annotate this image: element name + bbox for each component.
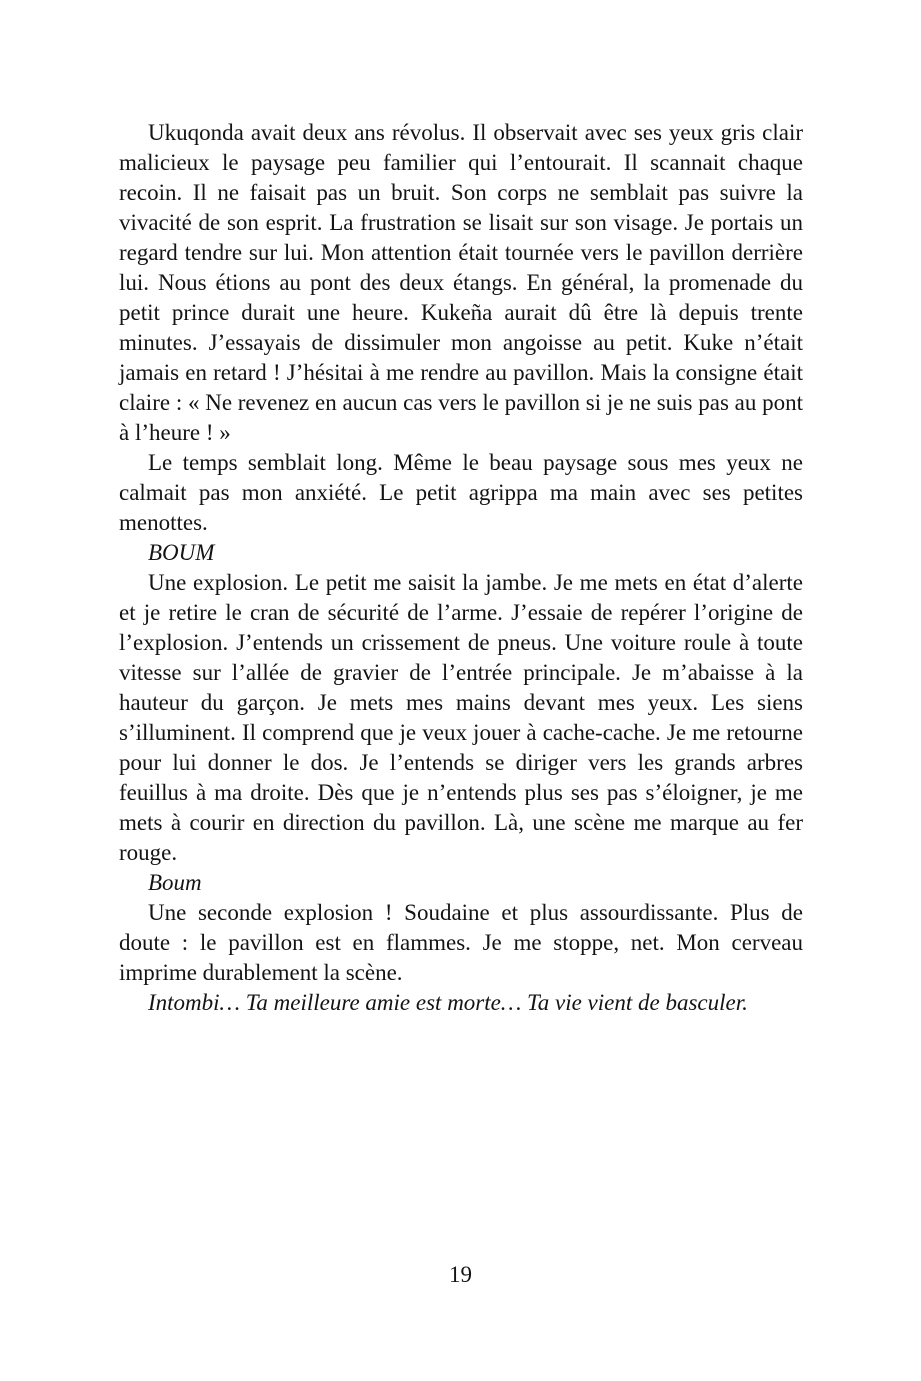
page-number: 19 [449,1262,472,1287]
paragraph: Ukuqonda avait deux ans révolus. Il observait avec ses yeux gris clair malicieux le paysage peu familier qui l’entourait. Il scannait chaque recoin. Il ne faisait pas un bruit. Son corps ne semblait pas suivre la vivacité de son esprit. La frustration se lisait sur son visage. Je portais un regard tendre sur lui. Mon attention était tournée vers le pavillon derrière lui. Nous étions au pont des deux étangs. En général, la promenade du petit prince durait une heure. Kukeña aurait dû être là depuis trente minutes. J’essayais de dissimuler mon angoisse au petit. Kuke n’était jamais en retard ! J’hésitai à me rendre au pavillon. Mais la consigne était claire : « Ne revenez en aucun cas vers le pavillon si je ne suis pas au pont à l’heure ! » [119,120,804,445]
body-text [119,118,803,1018]
paragraph-italic: Intombi… Ta meilleure amie est morte… Ta vie vient de basculer. [148,990,748,1015]
paragraph: Une explosion. Le petit me saisit la jambe. Je me mets en état d’alerte et je retire le cran de sécurité de l’arme. J’essaie de repérer l’origine de l’explosion. J’entends un crissement de pneus. Une voiture roule à toute vitesse sur l’allée de gravier de l’entrée principale. Je m’abaisse à la hauteur du garçon. Je mets mes mains devant mes yeux. Les siens s’illuminent. Il comprend que je veux jouer à cache-cache. Je me retourne pour lui donner le dos. Je l’entends se diriger vers les grands arbres feuillus à ma droite. Dès que je n’entends plus ses pas s’éloigner, je me mets à courir en direction du pavillon. Là, une scène me marque au fer rouge. [119,570,803,865]
paragraph: Une seconde explosion ! Soudaine et plus assourdissante. Plus de doute : le pavillon est en flammes. Je me stoppe, net. Mon cerveau imprime durablement la scène. [119,900,803,985]
paragraph-italic: Boum [148,870,202,895]
paragraph: Le temps semblait long. Même le beau paysage sous mes yeux ne calmait pas mon anxiété. Le petit agrippa ma main avec ses petites menottes. [119,450,803,535]
paragraph-italic: BOUM [148,540,215,565]
